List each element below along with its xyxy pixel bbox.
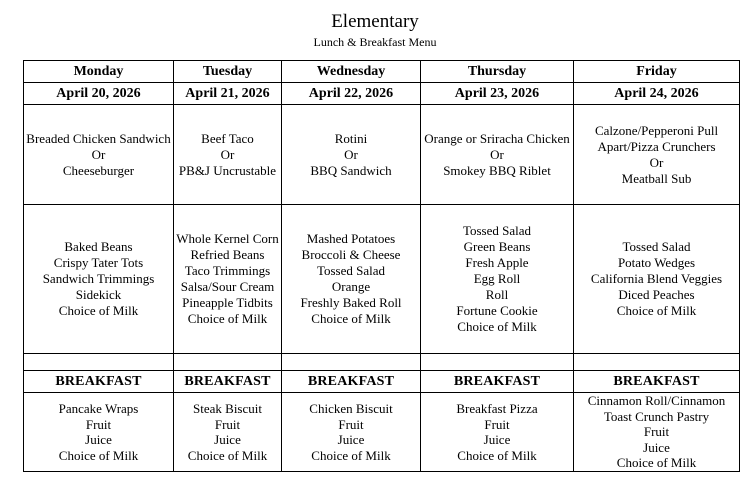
breakfast-heading: BREAKFAST — [574, 371, 740, 393]
side-item: Broccoli & Cheese — [301, 247, 401, 262]
side-item: Egg Roll — [473, 271, 521, 286]
breakfast-cell — [174, 393, 282, 472]
side-item: Potato Wedges — [617, 255, 696, 270]
breakfast-item: Juice — [214, 432, 241, 447]
spacer-cell — [174, 354, 282, 371]
breakfast-items-row — [24, 393, 740, 472]
side-item: Diced Peaches — [618, 287, 695, 302]
spacer-cell — [574, 354, 740, 371]
side-item: Choice of Milk — [187, 311, 268, 326]
side-item: Crispy Tater Tots — [53, 255, 144, 270]
entree-item: Rotini — [334, 130, 368, 146]
day-name: Friday — [574, 61, 740, 83]
breakfast-item: Juice — [337, 432, 365, 447]
breakfast-item: Choice of Milk — [187, 447, 268, 463]
day-name: Thursday — [421, 61, 574, 83]
entree-item: PB&J Uncrustable — [178, 162, 277, 178]
breakfast-heading: BREAKFAST — [174, 371, 282, 393]
day-date: April 21, 2026 — [174, 83, 282, 105]
side-item: Orange — [331, 279, 371, 294]
sides-cell — [421, 205, 574, 354]
entree-item: Breaded Chicken Sandwich — [26, 130, 171, 146]
breakfast-cell — [421, 393, 574, 472]
sides-cell — [24, 205, 174, 354]
entree-item: BBQ Sandwich — [310, 162, 392, 178]
breakfast-item: Fruit — [484, 416, 510, 432]
sides-cell — [282, 205, 421, 354]
day-name: Tuesday — [174, 61, 282, 83]
side-item: Sandwich Trimmings — [42, 271, 155, 286]
day-date: April 23, 2026 — [421, 83, 574, 105]
side-item: Fortune Cookie — [456, 303, 538, 318]
sides-cell — [174, 205, 282, 354]
entree-cell — [174, 105, 282, 205]
entree-cell — [574, 105, 740, 205]
breakfast-item: Choice of Milk — [311, 447, 391, 463]
breakfast-cell — [282, 393, 421, 472]
side-item: California Blend Veggies — [590, 271, 723, 286]
day-name: Monday — [24, 61, 174, 83]
spacer-cell — [421, 354, 574, 371]
entree-item: Beef Taco — [201, 130, 254, 146]
spacer-row — [24, 354, 740, 371]
entree-item: Orange or Sriracha Chicken — [424, 130, 570, 146]
menu-title: Elementary — [331, 11, 419, 32]
breakfast-item: Fruit — [643, 424, 670, 440]
entree-cell — [24, 105, 174, 205]
entree-item: Cheeseburger — [62, 162, 135, 178]
sides-row — [24, 205, 740, 354]
menu-table — [23, 60, 740, 472]
side-item: Mashed Potatoes — [306, 231, 396, 246]
day-name: Wednesday — [282, 61, 421, 83]
side-item: Refried Beans — [190, 247, 265, 262]
day-header-row — [24, 61, 740, 83]
side-item: Sidekick — [75, 287, 122, 302]
breakfast-heading: BREAKFAST — [282, 371, 421, 393]
spacer-cell — [24, 354, 174, 371]
side-item: Fresh Apple — [465, 255, 529, 270]
breakfast-item: Juice — [483, 432, 511, 447]
breakfast-item: Juice — [643, 439, 670, 455]
side-item: Freshly Baked Roll — [300, 295, 402, 310]
side-item: Pineapple Tidbits — [182, 295, 273, 310]
entree-item: Or — [91, 146, 106, 162]
breakfast-item: Toast Crunch Pastry — [603, 408, 710, 424]
breakfast-item: Pancake Wraps — [58, 401, 139, 416]
side-item: Baked Beans — [64, 239, 133, 254]
breakfast-item: Choice of Milk — [58, 447, 139, 463]
side-item: Choice of Milk — [58, 303, 139, 318]
breakfast-item: Fruit — [85, 416, 112, 432]
breakfast-item: Choice of Milk — [457, 447, 537, 463]
side-item: Whole Kernel Corn — [176, 231, 279, 246]
breakfast-item: Cinnamon Roll/Cinnamon — [587, 393, 726, 409]
side-item: Taco Trimmings — [184, 263, 271, 278]
side-item: Tossed Salad — [462, 223, 532, 238]
side-item: Tossed Salad — [622, 239, 691, 254]
side-item: Choice of Milk — [457, 319, 537, 334]
entree-item: Apart/Pizza Crunchers — [597, 138, 716, 154]
entree-item: Or — [220, 146, 235, 162]
side-item: Tossed Salad — [316, 263, 386, 278]
entree-item: Or — [649, 154, 664, 170]
day-date: April 20, 2026 — [24, 83, 174, 105]
breakfast-item: Juice — [85, 432, 112, 447]
breakfast-item: Choice of Milk — [616, 455, 697, 471]
entree-cell — [282, 105, 421, 205]
breakfast-item: Breakfast Pizza — [456, 401, 538, 416]
day-date: April 24, 2026 — [574, 83, 740, 105]
breakfast-item: Fruit — [338, 416, 364, 432]
breakfast-header-row — [24, 371, 740, 393]
sides-cell — [574, 205, 740, 354]
spacer-cell — [282, 354, 421, 371]
entree-item: Meatball Sub — [621, 170, 692, 186]
side-item: Roll — [485, 287, 509, 302]
breakfast-heading: BREAKFAST — [421, 371, 574, 393]
side-item: Green Beans — [463, 239, 531, 254]
entree-row — [24, 105, 740, 205]
day-date: April 22, 2026 — [282, 83, 421, 105]
side-item: Choice of Milk — [311, 311, 391, 326]
breakfast-cell — [574, 393, 740, 472]
side-item: Choice of Milk — [616, 303, 697, 318]
side-item: Salsa/Sour Cream — [180, 279, 275, 294]
breakfast-cell — [24, 393, 174, 472]
date-row — [24, 83, 740, 105]
breakfast-item: Chicken Biscuit — [309, 401, 393, 416]
entree-item: Or — [344, 146, 358, 162]
entree-item: Calzone/Pepperoni Pull — [594, 122, 719, 138]
entree-cell — [421, 105, 574, 205]
breakfast-heading: BREAKFAST — [24, 371, 174, 393]
entree-item: Or — [490, 146, 504, 162]
entree-item: Smokey BBQ Riblet — [443, 162, 551, 178]
breakfast-item: Steak Biscuit — [193, 401, 262, 416]
breakfast-item: Fruit — [214, 416, 241, 432]
menu-subtitle: Lunch & Breakfast Menu — [313, 35, 437, 49]
